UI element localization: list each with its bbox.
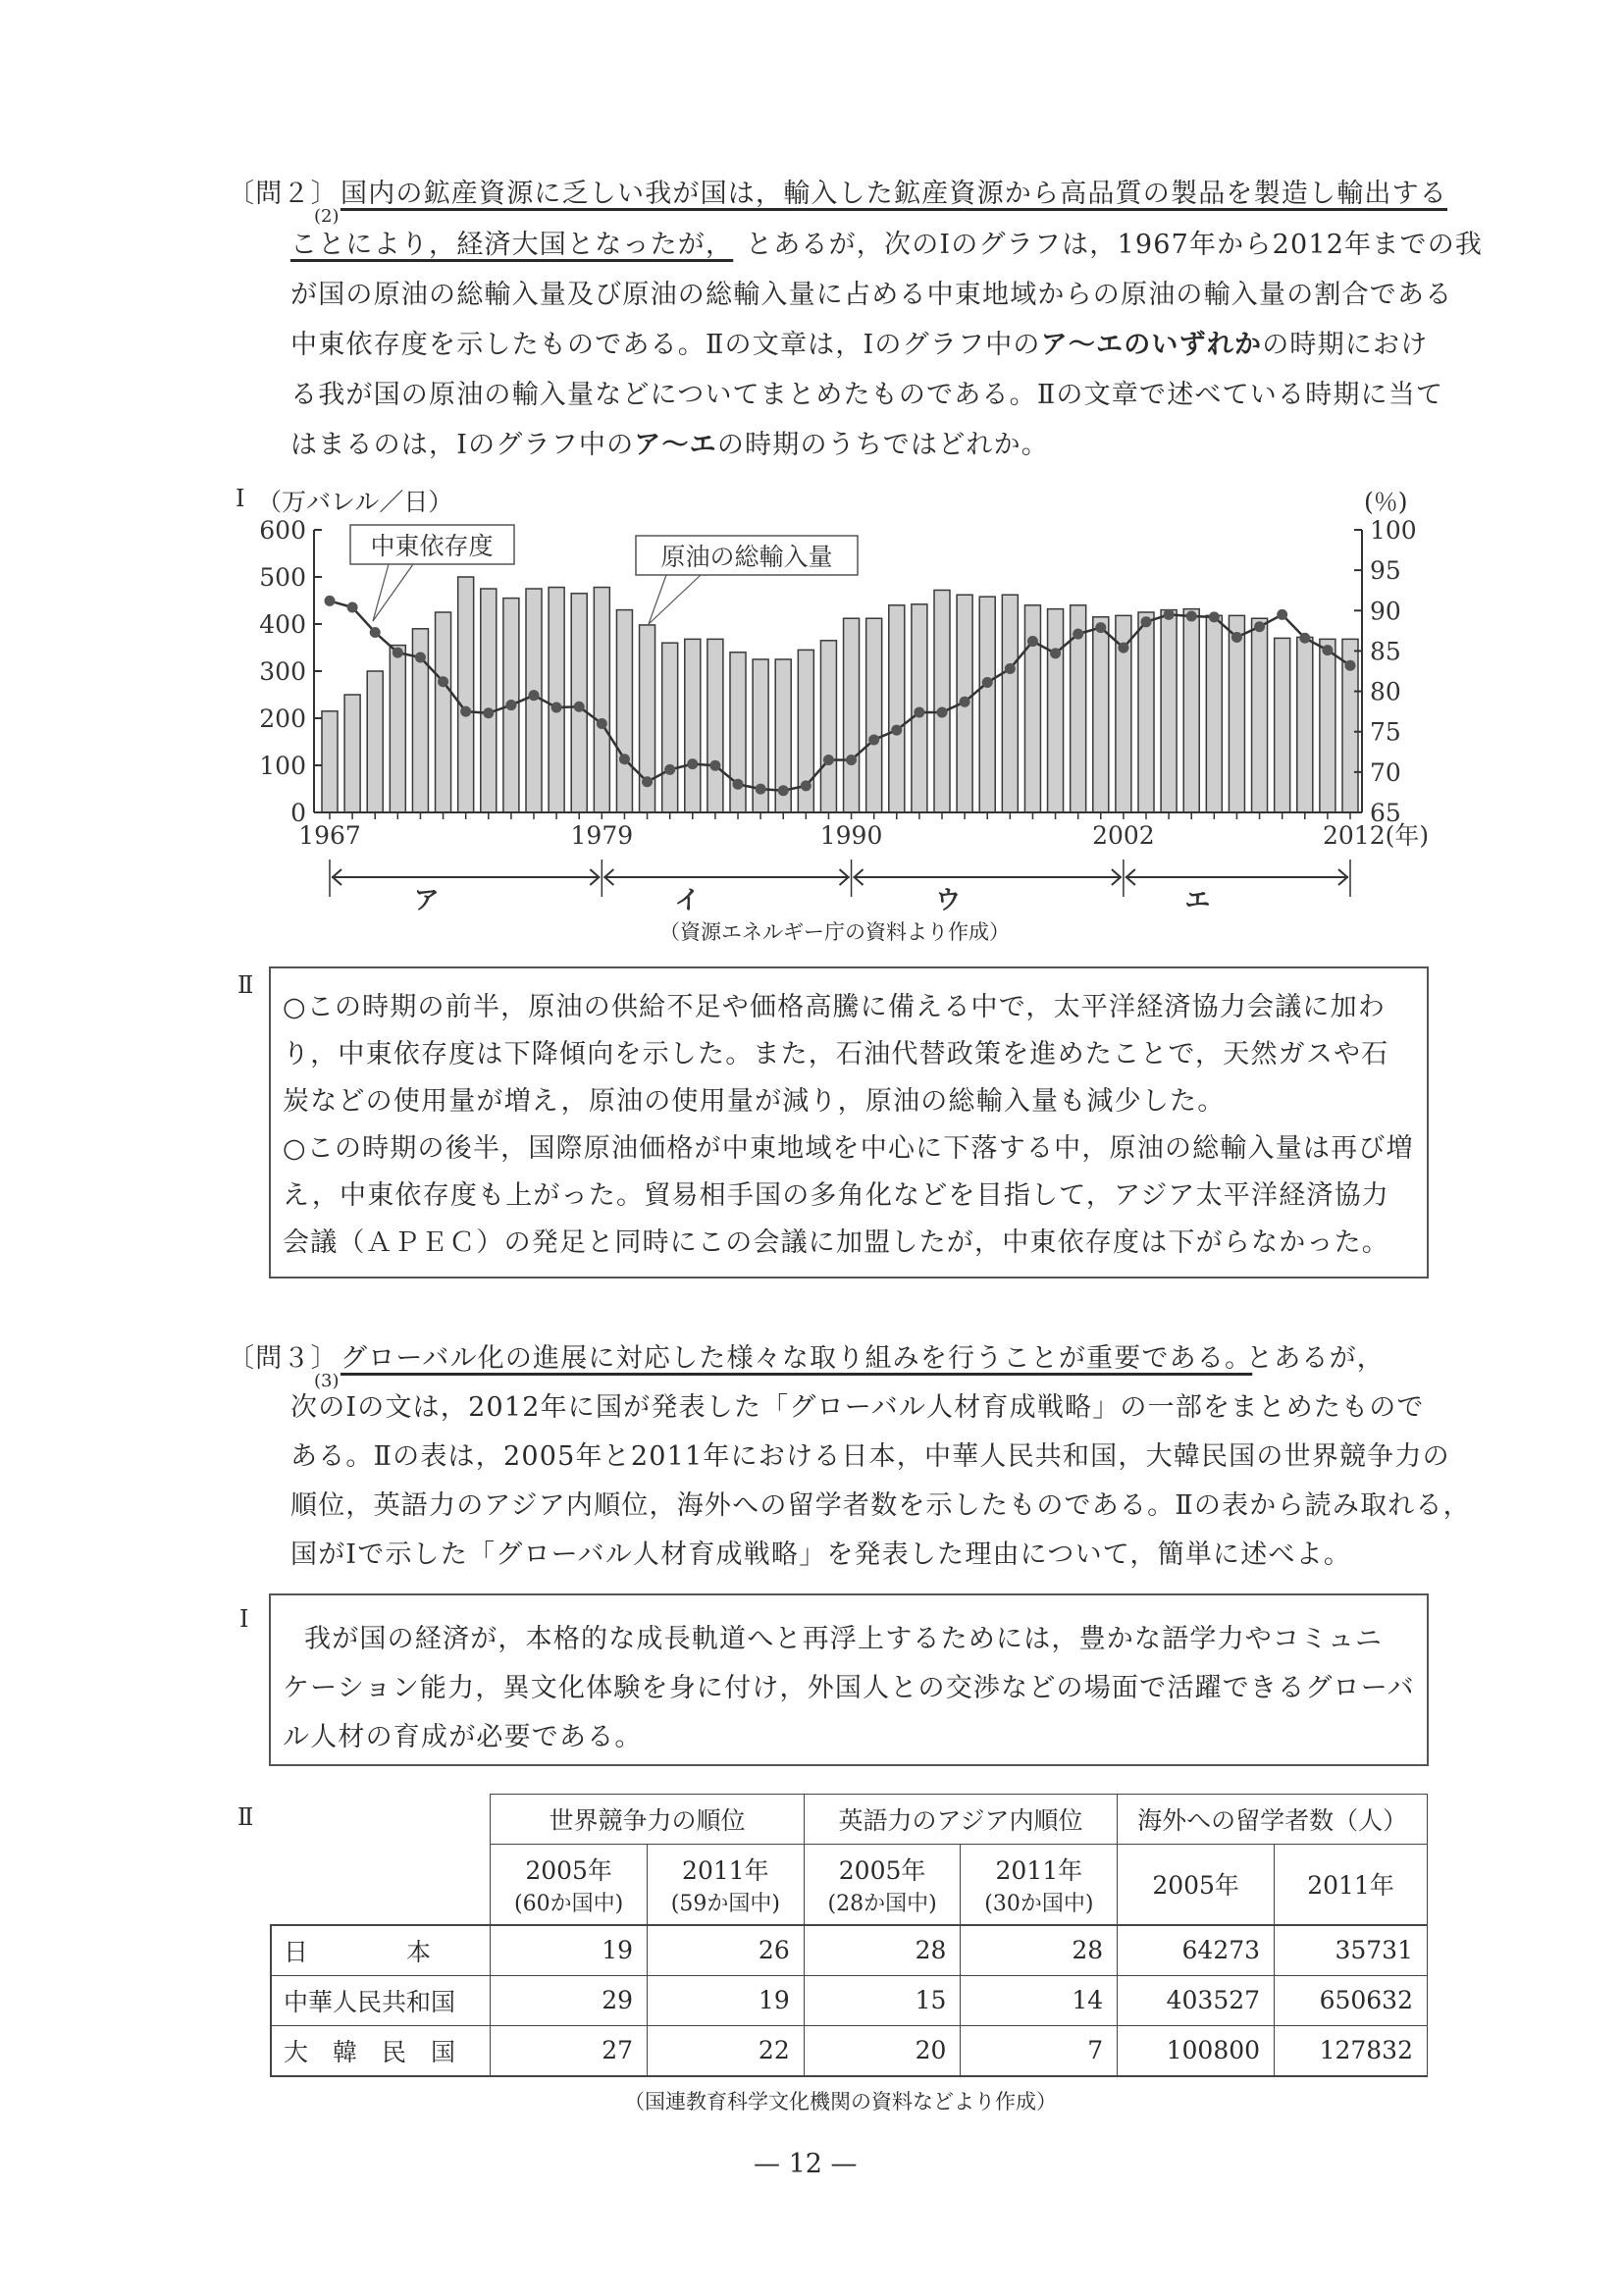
dependency-point <box>709 760 720 771</box>
cell: 7 <box>961 2025 1118 2076</box>
cell: 127832 <box>1275 2025 1428 2076</box>
cell: 29 <box>491 1975 648 2025</box>
period-label: イ <box>674 886 701 915</box>
dependency-point <box>960 697 970 707</box>
subheader: 2011年 <box>1275 1845 1428 1925</box>
passage-box <box>269 966 1429 1278</box>
dependency-point <box>664 764 675 775</box>
chart-label: Ⅰ <box>236 485 245 512</box>
import-bar <box>662 643 678 812</box>
text-run: の時期のうちではどれか。 <box>716 430 1050 460</box>
import-bar <box>1183 609 1199 812</box>
dependency-point <box>370 627 381 638</box>
underline-ref-3: (3) <box>314 1371 340 1391</box>
import-bar <box>1275 638 1290 812</box>
left-tick-label: 100 <box>259 752 306 780</box>
cell: 35731 <box>1275 1925 1428 1976</box>
import-bar <box>844 618 860 812</box>
svg-text:原油の総輸入量: 原油の総輸入量 <box>660 543 833 571</box>
passage-line: ○この時期の前半，原油の供給不足や価格高騰に備える中で，太平洋経済協力会議に加わ <box>283 992 1387 1022</box>
x-tick-label: 2002 <box>1092 821 1155 850</box>
import-bar <box>390 646 405 812</box>
cell: 22 <box>648 2025 805 2076</box>
cell: 20 <box>804 2025 961 2076</box>
import-bar <box>1002 595 1018 812</box>
table-source: （国連教育科学文化機関の資料などより作成） <box>624 2090 1057 2113</box>
left-tick-label: 200 <box>259 704 306 733</box>
import-bar <box>1093 617 1109 812</box>
chart-source: （資源エネルギー庁の資料より作成） <box>659 920 1010 944</box>
period-label: エ <box>1184 886 1211 915</box>
subheader <box>491 1845 648 1925</box>
dependency-point <box>868 734 879 745</box>
strategy-text-box <box>269 1593 1429 1766</box>
cell: 403527 <box>1118 1975 1275 2025</box>
period-label: ウ <box>935 886 962 915</box>
question-3-text: とあるが， <box>1246 1343 1385 1374</box>
dependency-point <box>891 725 902 736</box>
cell: 28 <box>961 1925 1118 1976</box>
dependency-point <box>1050 648 1061 658</box>
subheader-note: (59か国中) <box>670 1891 780 1916</box>
subheader <box>804 1845 961 1925</box>
import-bar <box>866 618 882 812</box>
underlined-phrase-2b: ことにより，経済大国となったが， <box>290 230 734 260</box>
dependency-point <box>914 706 924 717</box>
oil-import-chart <box>226 510 1462 922</box>
subheader-note: (60か国中) <box>514 1891 624 1916</box>
question-3-text: 次のⅠの文は，2012年に国が発表した「グローバル人材育成戦略」の一部をまとめたもので <box>290 1392 1425 1423</box>
dependency-point <box>1095 622 1106 633</box>
passage-label: Ⅱ <box>237 971 254 999</box>
bold-run: ア～エ <box>634 430 717 460</box>
left-tick-label: 300 <box>259 657 306 686</box>
dependency-point <box>460 706 471 717</box>
dependency-point <box>1254 621 1265 632</box>
left-tick-label: 0 <box>290 799 306 827</box>
text-run: 中東依存度を示したものである。Ⅱの文章は，Ⅰのグラフ中の <box>290 330 1041 360</box>
subheader-year: 2005年 <box>838 1855 926 1885</box>
x-tick-label: 1967 <box>298 821 361 850</box>
text-run: の時期におけ <box>1262 330 1429 360</box>
cell: 100800 <box>1118 2025 1275 2076</box>
table-row <box>271 1975 1428 2025</box>
right-tick-label: 85 <box>1370 637 1401 666</box>
dependency-point <box>801 780 812 791</box>
question-3-text: 国がⅠで示した「グローバル人材育成戦略」を発表した理由について，簡単に述べよ。 <box>290 1539 1352 1570</box>
dependency-point <box>505 700 516 710</box>
dependency-point <box>687 758 698 769</box>
question-2-text: が国の原油の総輸入量及び原油の総輸入量に占める中東地域からの原油の輸入量の割合である <box>290 280 1453 310</box>
subheader: 2005年 <box>1118 1845 1275 1925</box>
dependency-point <box>937 706 948 717</box>
dependency-point <box>982 677 993 688</box>
import-bar <box>594 588 609 812</box>
dependency-point <box>574 702 585 712</box>
dependency-point <box>325 596 336 606</box>
import-bar <box>934 590 950 812</box>
passage-line: 炭などの使用量が増え，原油の使用量が減り，原油の総輸入量も減少した。 <box>283 1086 1226 1117</box>
subheader <box>648 1845 805 1925</box>
import-bar <box>979 597 995 812</box>
import-bar <box>1161 610 1177 812</box>
right-tick-label: 100 <box>1370 516 1417 545</box>
dependency-point <box>756 784 766 795</box>
dependency-point <box>846 755 857 765</box>
cell: 64273 <box>1118 1925 1275 1976</box>
question-2-text <box>290 429 1049 462</box>
dependency-point <box>1322 645 1333 655</box>
import-bar <box>1048 609 1064 812</box>
right-tick-label: 70 <box>1370 757 1401 787</box>
strategy-line: ケーション能力，異文化体験を身に付け，外国人との交渉などの場面で活躍できるグローバ <box>283 1673 1415 1703</box>
dependency-point <box>551 703 562 713</box>
import-bar <box>436 612 451 812</box>
row-country: 大 韓 民 国 <box>271 2025 491 2076</box>
dependency-point <box>1277 609 1287 620</box>
left-tick-label: 400 <box>259 610 306 639</box>
import-bar <box>1229 615 1244 812</box>
question-2-text: る我が国の原油の輸入量などについてまとめたものである。Ⅱの文章で述べている時期に当て <box>290 380 1444 410</box>
cell: 14 <box>961 1975 1118 2025</box>
import-bar <box>1206 615 1222 812</box>
strategy-line: ル人材の育成が必要である。 <box>283 1722 643 1752</box>
subheader-year: 2011年 <box>995 1855 1083 1885</box>
dependency-point <box>347 601 358 612</box>
right-tick-label: 90 <box>1370 597 1401 626</box>
cell: 28 <box>804 1925 961 1976</box>
cell: 26 <box>648 1925 805 1976</box>
bold-run: ア～エのいずれか <box>1040 330 1263 360</box>
question-2-label: 〔問２〕 <box>228 179 339 209</box>
table-row <box>271 2025 1428 2076</box>
right-tick-label: 95 <box>1370 556 1401 586</box>
period-label: ア <box>413 886 440 915</box>
import-bar <box>1252 618 1268 812</box>
import-bar <box>889 605 905 812</box>
dependency-point <box>1186 611 1197 622</box>
dependency-point <box>778 785 789 796</box>
dependency-point <box>823 755 834 765</box>
import-bar <box>458 577 474 812</box>
subheader-year: 2005年 <box>525 1855 612 1885</box>
right-tick-label: 80 <box>1370 677 1401 706</box>
dependency-point <box>1005 663 1016 674</box>
dependency-point <box>1164 609 1175 620</box>
import-bar <box>820 641 836 812</box>
left-axis-unit: （万バレル／日） <box>257 488 453 516</box>
subheader-note: (30か国中) <box>984 1891 1094 1916</box>
left-tick-label: 600 <box>259 516 306 545</box>
dependency-point <box>1231 632 1242 643</box>
dependency-point <box>1345 660 1356 671</box>
passage-line: り，中東依存度は下降傾向を示した。また，石油代替政策を進めたことで，天然ガスや石 <box>283 1039 1389 1070</box>
row-country: 日 本 <box>271 1925 491 1976</box>
import-bar <box>707 639 723 812</box>
dependency-point <box>1299 633 1310 644</box>
empty-corner <box>271 1845 491 1925</box>
empty-corner <box>271 1795 491 1845</box>
question-2-text <box>290 329 1428 362</box>
cell: 27 <box>491 2025 648 2076</box>
dependency-point <box>597 718 607 729</box>
dependency-point <box>619 754 630 764</box>
x-tick-label: 2012(年) <box>1323 821 1430 850</box>
subheader <box>961 1845 1118 1925</box>
cell: 15 <box>804 1975 961 2025</box>
row-country: 中華人民共和国 <box>271 1975 491 2025</box>
import-bar <box>1138 612 1154 812</box>
question-3-text: 順位，英語力のアジア内順位，海外への留学者数を示したものである。Ⅱの表から読み取れる， <box>290 1490 1471 1521</box>
passage-line: 会議（ＡＰＥＣ）の発足と同時にこの会議に加盟したが，中東依存度は下がらなかった。 <box>283 1227 1389 1258</box>
dependency-point <box>733 779 744 790</box>
import-bar <box>322 711 338 812</box>
import-bar <box>1320 639 1335 812</box>
svg-text:中東依存度: 中東依存度 <box>370 532 494 560</box>
dependency-point <box>1141 616 1152 627</box>
import-bar <box>481 589 497 812</box>
import-bar <box>616 610 632 812</box>
right-tick-label: 75 <box>1370 717 1401 747</box>
import-bar <box>685 639 701 812</box>
passage-line: え，中東依存度も上がった。貿易相手国の多角化などを目指して，アジア太平洋経済協力 <box>283 1180 1389 1211</box>
page-number: — 12 — <box>754 2149 858 2179</box>
x-tick-label: 1990 <box>819 821 883 850</box>
dependency-point <box>1118 643 1128 653</box>
underlined-phrase-3: グローバル化の進展に対応した様々な取り組みを行うことが重要である。 <box>340 1343 1253 1374</box>
table-row <box>271 1925 1428 1976</box>
dependency-point <box>393 648 403 658</box>
passage-line: ○この時期の後半，国際原油価格が中東地域を中心に下落する中，原油の総輸入量は再び増 <box>283 1133 1414 1164</box>
question-2-text: とあるが，次のⅠのグラフは，1967年から2012年までの我 <box>746 230 1484 260</box>
dependency-point <box>529 690 540 701</box>
dependency-point <box>483 707 494 718</box>
competitiveness-table <box>270 1794 1428 2077</box>
question-3-label: 〔問３〕 <box>228 1343 339 1374</box>
import-bar <box>549 588 564 812</box>
underline-ref-2: (2) <box>314 206 340 227</box>
strategy-text-label: Ⅰ <box>239 1605 249 1633</box>
import-bar <box>1297 637 1313 812</box>
import-bar <box>344 695 360 812</box>
x-tick-label: 1979 <box>570 821 634 850</box>
header-study-abroad: 海外への留学者数（人） <box>1118 1795 1428 1845</box>
dependency-point <box>1073 629 1083 640</box>
dependency-point <box>642 776 653 787</box>
header-world-competitiveness: 世界競争力の順位 <box>491 1795 804 1845</box>
left-tick-label: 500 <box>259 563 306 592</box>
question-3-text: ある。Ⅱの表は，2005年と2011年における日本，中華人民共和国，大韓民国の世界競争力の <box>290 1441 1450 1472</box>
header-english-ranking: 英語力のアジア内順位 <box>804 1795 1117 1845</box>
right-tick-label: 65 <box>1370 799 1401 827</box>
strategy-line: 我が国の経済が，本格的な成長軌道へと再浮上するためには，豊かな語学力やコミュニ <box>304 1624 1384 1654</box>
text-run: はまるのは，Ⅰのグラフ中の <box>290 430 635 460</box>
subheader-year: 2011年 <box>682 1855 769 1885</box>
cell: 19 <box>648 1975 805 2025</box>
import-bar <box>367 671 383 812</box>
right-axis-unit: (％) <box>1364 488 1408 516</box>
dependency-point <box>438 676 448 687</box>
dependency-point <box>1027 636 1038 647</box>
dependency-point <box>1209 611 1220 622</box>
subheader-note: (28か国中) <box>827 1891 937 1916</box>
dependency-point <box>415 652 426 663</box>
table-label: Ⅱ <box>237 1803 254 1831</box>
cell: 19 <box>491 1925 648 1976</box>
cell: 650632 <box>1275 1975 1428 2025</box>
underlined-phrase-2a: 国内の鉱産資源に乏しい我が国は，輸入した鉱産資源から高品質の製品を製造し輸出する <box>340 179 1447 209</box>
